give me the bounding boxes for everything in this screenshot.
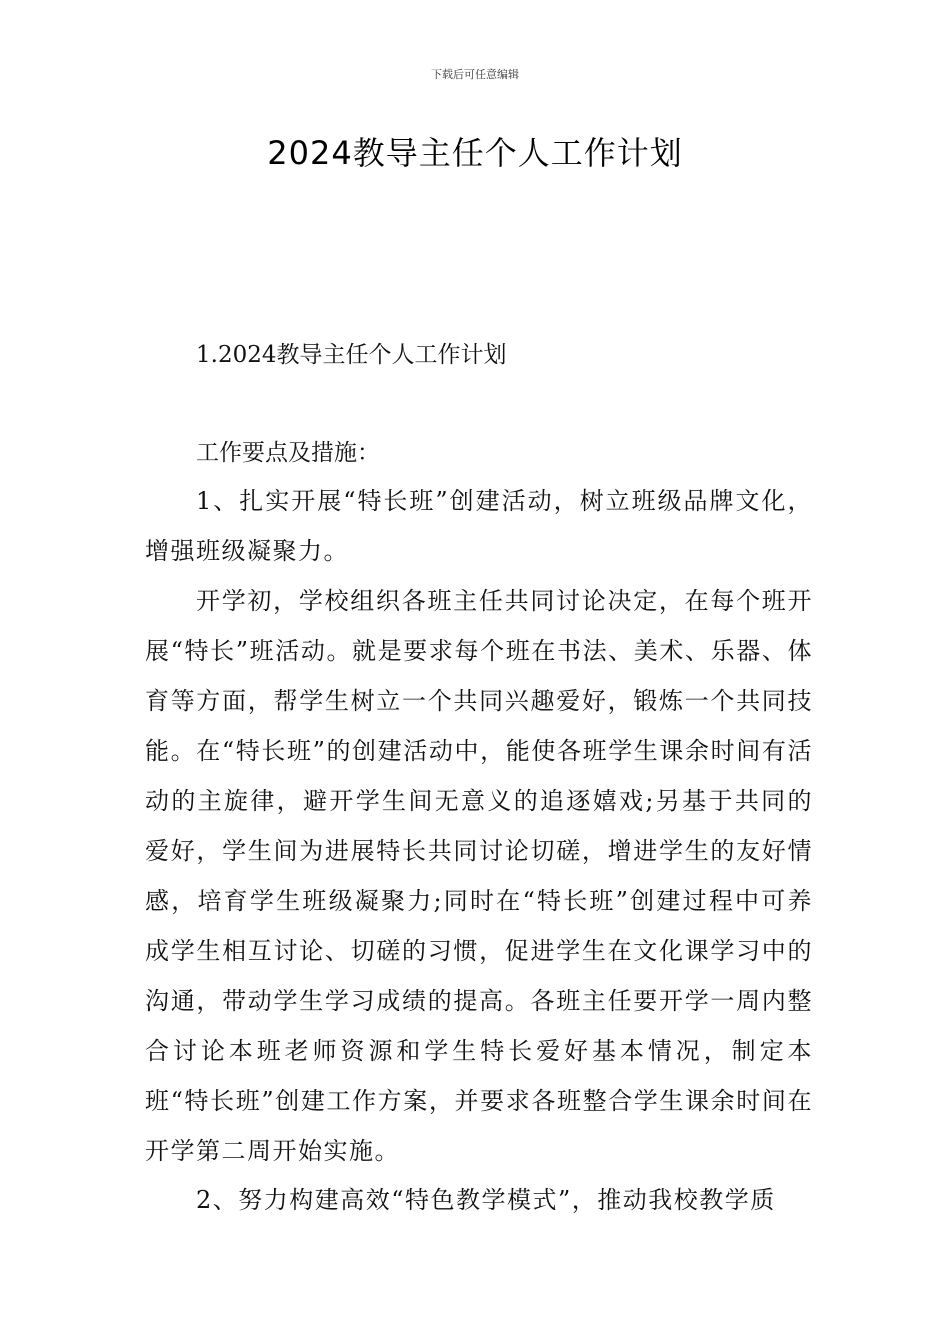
subheading: 工作要点及措施： (196, 440, 380, 466)
document-title: 2024教导主任个人工作计划 (267, 134, 683, 172)
section-title: 1.2024教导主任个人工作计划 (196, 342, 507, 368)
paragraph-1: 1、扎实开展“特长班”创建活动，树立班级品牌文化，增强班级凝聚力。 (145, 487, 813, 565)
paragraph-2: 开学初，学校组织各班主任共同讨论决定，在每个班开展“特长”班活动。就是要求每个班在书法、美术、乐器、体育等方面，帮学生树立一个共同兴趣爱好，锻炼一个共同技能。在“特长班”的创建活动中，能使各班学生课余时间有活动的主旋律，避开学生间无意义的追逐嬉戏;另基于共同的爱好，学生间为进展特长共同讨论切磋，增进学生的友好情感，培育学生班级凝聚力;同时在“特长班”创建过程中可养成学生相互讨论、切磋的习惯，促进学生在文化课学习中的沟通，带动学生学习成绩的提高。各班主任要开学一周内整合讨论本班老师资源和学生特长爱好基本情况，制定本班“特长班”创建工作方案，并要求各班整合学生课余时间在开学第二周开始实施。 (145, 587, 813, 1165)
paragraph-3: 2、努力构建高效“特色教学模式”，推动我校教学质 (196, 1186, 776, 1214)
header-note: 下载后可任意编辑 (431, 68, 519, 81)
